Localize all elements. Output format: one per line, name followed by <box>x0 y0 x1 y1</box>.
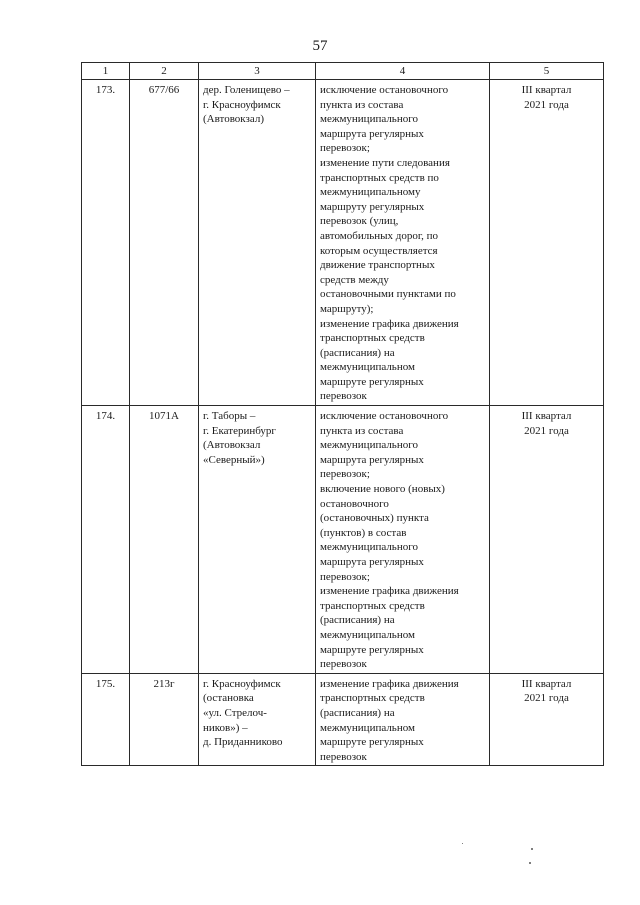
scan-speck <box>531 848 533 850</box>
cell-text-line: изменение графика движения <box>320 317 459 330</box>
cell-text-line: (Автовокзал) <box>203 113 264 126</box>
cell-text-line: «Северный») <box>203 453 265 466</box>
cell-text-line: межмуниципальном <box>320 721 415 734</box>
cell-text-line: пункта из состава <box>320 98 404 111</box>
cell-text-line: межмуниципального <box>320 439 418 452</box>
cell-text-line: ников») – <box>203 721 248 734</box>
cell-text-line: остановочного <box>320 497 389 510</box>
cell-text-line: движение транспортных <box>320 259 435 272</box>
cell-text-line: маршруте регулярных <box>320 643 424 656</box>
cell-text-line: перевозок <box>320 658 367 671</box>
cell-text-line: г. Екатеринбург <box>203 424 276 437</box>
table-body <box>82 80 604 766</box>
cell-text-line: транспортных средств по <box>320 171 439 184</box>
cell-text-line: перевозок; <box>320 468 370 481</box>
cell-text-line: маршрута регулярных <box>320 453 424 466</box>
cell-text-line: перевозок; <box>320 570 370 583</box>
cell-text-line: маршруте регулярных <box>320 375 424 388</box>
route-endpoints-cell <box>199 673 316 766</box>
changes-description-cell <box>316 80 490 406</box>
row-number-cell: 174. <box>82 406 130 674</box>
cell-text-line: межмуниципальном <box>320 628 415 641</box>
cell-text-line: III квартал <box>521 84 572 96</box>
row-number-cell: 175. <box>82 673 130 766</box>
cell-text-line: межмуниципальном <box>320 361 415 374</box>
column-header: 3 <box>199 63 316 80</box>
routes-table <box>81 62 604 766</box>
route-endpoints-cell <box>199 80 316 406</box>
period-cell <box>490 406 604 674</box>
cell-text-line: исключение остановочного <box>320 84 449 96</box>
cell-text-line: изменение пути следования <box>320 156 450 169</box>
cell-text-line: (остановочных) пункта <box>320 512 429 525</box>
cell-text-line: (пунктов) в состав <box>320 526 407 539</box>
cell-text-line: пункта из состава <box>320 424 404 437</box>
period-cell <box>490 673 604 766</box>
cell-text-line: перевозок <box>320 750 367 763</box>
cell-text-line: маршруту); <box>320 302 374 315</box>
cell-text-line: перевозок <box>320 390 367 403</box>
period-cell <box>490 80 604 406</box>
cell-text-line: межмуниципального <box>320 541 418 554</box>
cell-text-line: (Автовокзал <box>203 439 261 452</box>
column-header: 2 <box>130 63 199 80</box>
cell-text-line: маршрута регулярных <box>320 556 424 568</box>
cell-text-line: (расписания) на <box>320 614 395 627</box>
cell-text-line: маршрута регулярных <box>320 127 424 140</box>
cell-text-line: изменение графика движения <box>320 677 459 690</box>
route-number-cell: 213г <box>130 673 199 766</box>
cell-text-line: 2021 года <box>524 692 569 705</box>
cell-text-line: остановочными пунктами по <box>320 288 456 301</box>
cell-text-line: межмуниципального <box>320 113 418 126</box>
cell-text-line: автомобильных дорог, по <box>320 229 438 242</box>
cell-text-line: III квартал <box>521 677 572 690</box>
cell-text-line: г. Таборы – <box>203 410 256 423</box>
cell-text-line: (остановка <box>203 692 254 705</box>
cell-text-line: перевозок (улиц, <box>320 215 399 228</box>
route-endpoints-cell <box>199 406 316 674</box>
route-number-cell: 677/66 <box>130 80 199 406</box>
cell-text-line: 2021 года <box>524 98 569 111</box>
cell-text-line: транспортных средств <box>320 332 425 345</box>
cell-text-line: 2021 года <box>524 424 569 437</box>
cell-text-line: дер. Голенищево – <box>203 84 290 96</box>
cell-text-line: межмуниципальному <box>320 186 421 199</box>
column-header: 4 <box>316 63 490 80</box>
cell-text-line: исключение остановочного <box>320 410 449 423</box>
table-row <box>82 406 604 674</box>
cell-text-line: III квартал <box>521 410 572 423</box>
cell-text-line: (расписания) на <box>320 346 395 359</box>
cell-text-line: «ул. Стрелоч- <box>203 706 267 719</box>
cell-text-line: транспортных средств <box>320 599 425 612</box>
scan-speck <box>529 862 531 864</box>
changes-description-cell <box>316 406 490 674</box>
cell-text-line: д. Приданниково <box>203 736 283 749</box>
cell-text-line: маршруту регулярных <box>320 200 425 213</box>
cell-text-line: которым осуществляется <box>320 244 438 257</box>
cell-text-line: маршруте регулярных <box>320 736 424 749</box>
changes-description-cell <box>316 673 490 766</box>
table-header-row <box>82 63 604 80</box>
cell-text-line: транспортных средств <box>320 692 425 705</box>
page-number: 57 <box>312 38 328 54</box>
scan-speck <box>462 843 463 844</box>
cell-text-line: г. Красноуфимск <box>203 677 281 690</box>
cell-text-line: изменение графика движения <box>320 585 459 598</box>
cell-text-line: (расписания) на <box>320 706 395 719</box>
column-header: 1 <box>82 63 130 80</box>
route-number-cell: 1071А <box>130 406 199 674</box>
column-header: 5 <box>490 63 604 80</box>
cell-text-line: средств между <box>320 273 389 286</box>
cell-text-line: г. Красноуфимск <box>203 98 281 111</box>
cell-text-line: включение нового (новых) <box>320 483 445 496</box>
table-row <box>82 80 604 406</box>
cell-text-line: перевозок; <box>320 142 370 155</box>
table-row <box>82 673 604 766</box>
row-number-cell: 173. <box>82 80 130 406</box>
